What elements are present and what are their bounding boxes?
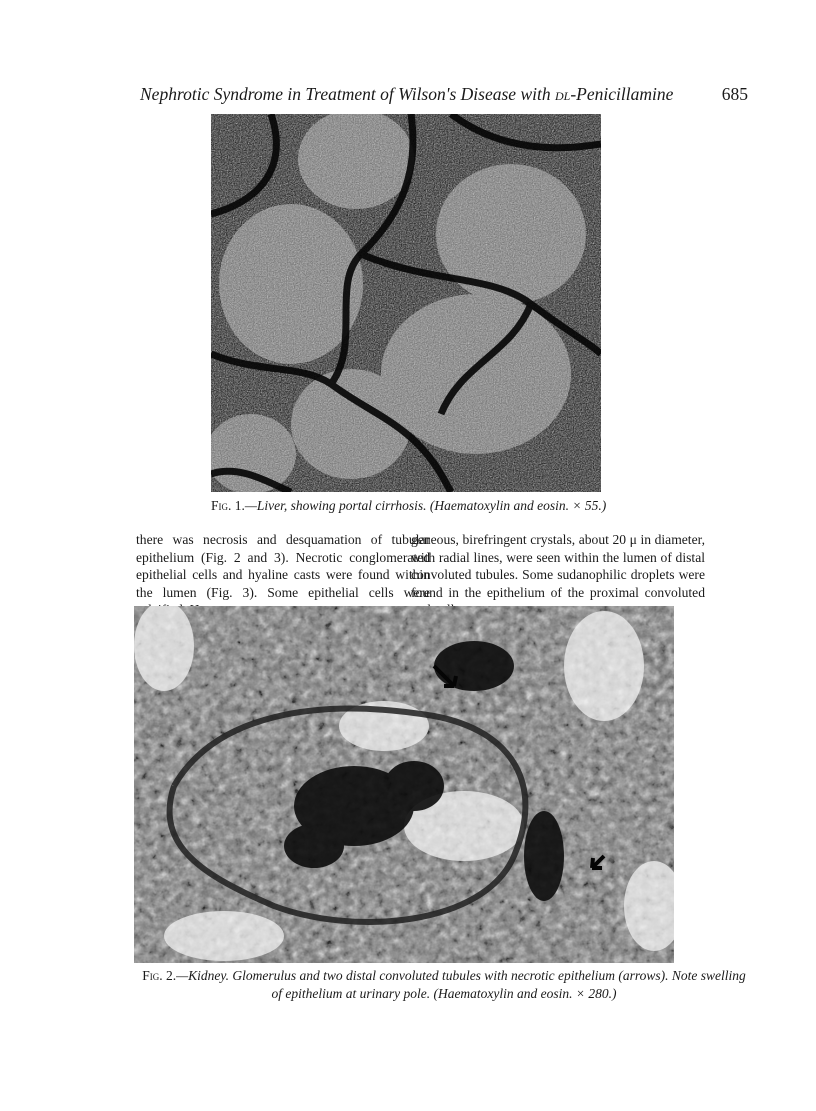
page-number: 685	[721, 84, 748, 104]
body-text-right-column: geneous, birefringent crystals, about 20 μ in diameter, with radial lines, were seen within the lumen of distal convoluted tubules. Some sudanophilic droplets were found in the epithelium of the proximal convoluted	[411, 532, 705, 600]
figure-1-liver-micrograph	[211, 114, 601, 492]
figure-2-kidney-micrograph	[134, 606, 674, 963]
figure-1-caption: Fig. 1.—Liver, showing portal cirrhosis. (Haematoxylin and eosin. × 55.)	[211, 498, 607, 513]
body-text-left-column: there was necrosis and desquamation of tubular epithelium (Fig. 2 and 3). Necrotic conglomerated epithelial cells and hyaline casts were found within the lumen (Fig. 3). Some epithelial cells were	[136, 532, 430, 600]
running-head	[140, 82, 748, 106]
running-title: Nephrotic Syndrome in Treatment of Wilson's Disease with dl-Penicillamine	[140, 84, 674, 104]
figure-2-caption: Fig. 2.—Kidney. Glomerulus and two distal convoluted tubules with necrotic epithelium (arrows). Note swelling of epithelium at urinary pole. (Haematoxylin and eosin. × 280.)	[142, 968, 746, 1001]
